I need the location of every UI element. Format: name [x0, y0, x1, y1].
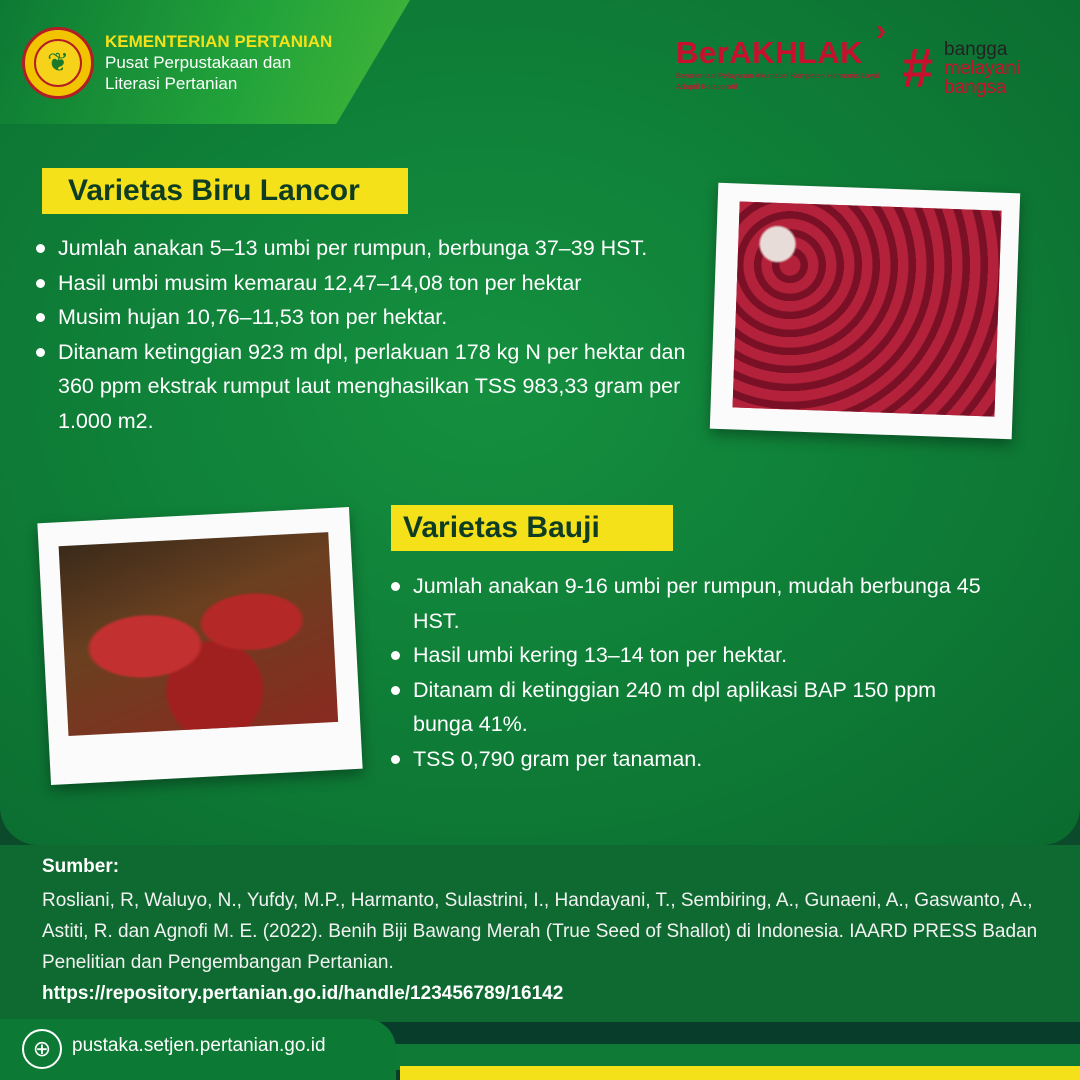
section1-title: Varietas Biru Lancor: [42, 168, 408, 214]
shallot-image: [59, 532, 339, 736]
ministry-name: KEMENTERIAN PERTANIAN: [105, 32, 333, 51]
section2-list: [391, 569, 981, 776]
slogan-line1: bangga: [944, 39, 1008, 60]
globe-icon: ⊕: [22, 1029, 62, 1069]
list-item: TSS 0,790 gram per tanaman.: [391, 742, 981, 777]
berakhlak-logo: [676, 14, 891, 92]
source-citation: Rosliani, R, Waluyo, N., Yufdy, M.P., Harmanto, Sulastrini, I., Handayani, T., Sembiring, A., Gunaeni, A., Gaswanto, A., Astiti, R. dan Agnofi M. E. (2022). Benih Biji Bawang Merah (True Seed of Shallot) di Indonesia. IAARD PRESS Badan Penelitian dan Pengembangan Pertanian.: [42, 890, 1038, 973]
list-item: Hasil umbi kering 13–14 ton per hektar.: [391, 638, 981, 673]
unit-line2: Literasi Pertanian: [105, 74, 238, 93]
list-item: Ditanam di ketinggian 240 m dpl aplikasi BAP 150 ppm bunga 41%.: [391, 673, 981, 742]
slogan-line2: melayani: [944, 58, 1021, 79]
source-link[interactable]: https://repository.pertanian.go.id/handle/123456789/16142: [42, 983, 564, 1004]
shallot-image: [733, 202, 1002, 417]
chevron-icon: ›: [876, 14, 886, 47]
website-tag[interactable]: [0, 1019, 396, 1080]
footer-stripe-yellow: [400, 1066, 1080, 1080]
source-block: [42, 853, 1042, 1009]
berakhlak-word: BerAKHLAK: [676, 35, 864, 70]
list-item: Jumlah anakan 5–13 umbi per rumpun, berbunga 37–39 HST.: [36, 231, 686, 266]
ministry-block: [105, 32, 332, 94]
section1-list: [36, 231, 686, 438]
list-item: Hasil umbi musim kemarau 12,47–14,08 ton per hektar: [36, 266, 686, 301]
list-item: Ditanam ketinggian 923 m dpl, perlakuan 178 kg N per hektar dan 360 ppm ekstrak rumput laut menghasilkan TSS 983,33 gram per 1.000 m2.: [36, 335, 686, 439]
list-item: Musim hujan 10,76–11,53 ton per hektar.: [36, 300, 686, 335]
kementan-logo-icon: ❦: [22, 27, 94, 99]
slogan-line3: bangsa: [944, 77, 1007, 98]
list-item: Jumlah anakan 9-16 umbi per rumpun, mudah berbunga 45 HST.: [391, 569, 981, 638]
hash-icon: #: [902, 36, 934, 99]
source-label: Sumber:: [42, 856, 120, 877]
website-url[interactable]: pustaka.setjen.pertanian.go.id: [72, 1035, 326, 1056]
berakhlak-sub: Berorientasi Pelayanan Akuntabel Kompeten Harmonis Loyal Adaptif Kolaboratif: [676, 71, 880, 91]
biru-lancor-photo: [710, 183, 1020, 439]
section2-title: Varietas Bauji: [391, 505, 673, 551]
unit-line1: Pusat Perpustakaan dan: [105, 53, 292, 72]
bauji-photo: [37, 507, 362, 785]
